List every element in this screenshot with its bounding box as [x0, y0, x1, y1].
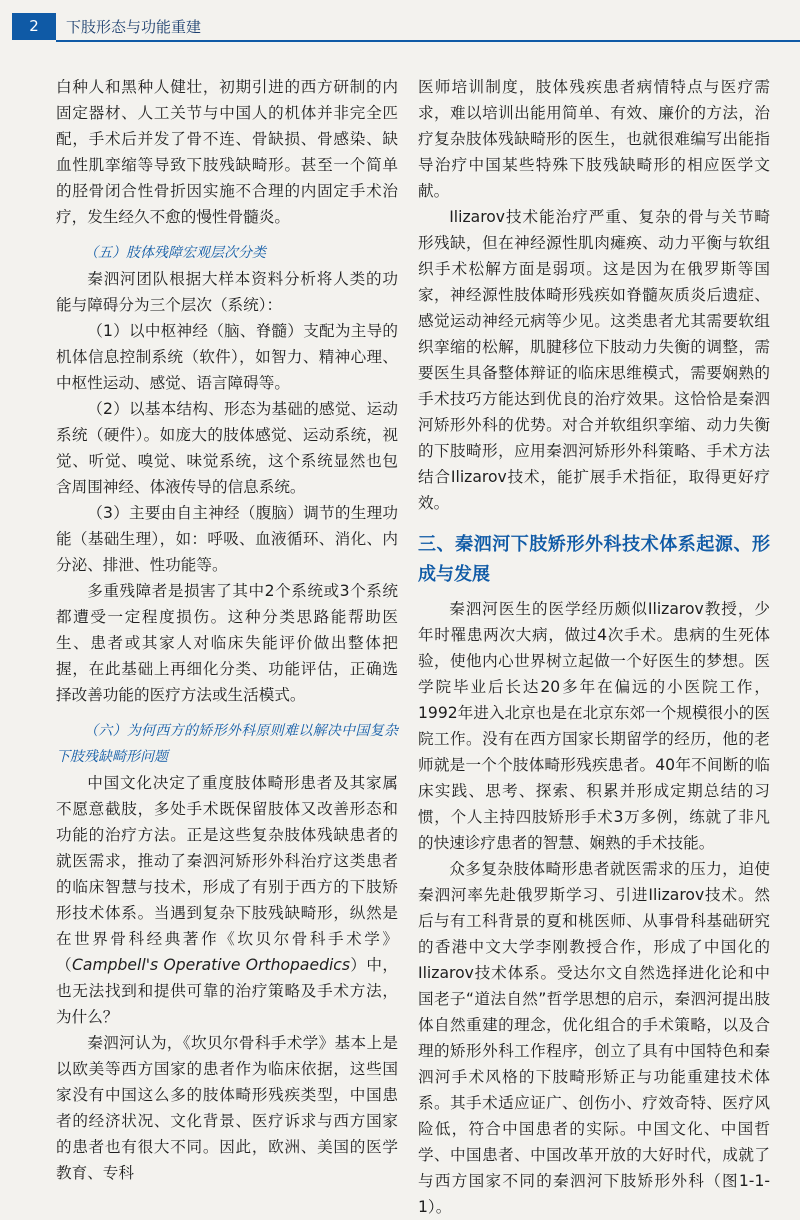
- left-column: [56, 74, 398, 1186]
- paragraph-5-1: 秦泗河团队根据大样本资料分析将人类的功能与障碍分为三个层次（系统）：: [56, 270, 398, 314]
- paragraph-6-1-tail: ）中，也无法找到和提供可靠的治疗策略及手术方法，为什么？: [56, 956, 398, 1026]
- paragraph-5-4: （3）主要由自主神经（腹脑）调节的生理功能（基础生理），如：呼吸、血液循环、消化、内分泌、排泄、性功能等。: [56, 504, 398, 574]
- subheading-6: （六）为何西方的矫形外科原则难以解决中国复杂下肢残缺畸形问题: [56, 723, 398, 765]
- paragraph-intro: 白种人和黑种人健壮，初期引进的西方研制的内固定器材、人工关节与中国人的机体并非完全匹配，手术后并发了骨不连、骨缺损、骨感染、缺血性肌挛缩等导致下肢残缺畸形。甚至一个简单的胫骨闭合性骨折因实施不合理的内固定手术治疗，发生经久不愈的慢性骨髓炎。: [56, 78, 398, 226]
- paragraph-6-1-text: 中国文化决定了重度肢体畸形患者及其家属不愿意截肢，多处手术既保留肢体又改善形态和功能的治疗方法。正是这些复杂肢体残缺患者的就医需求，推动了秦泗河矫形外科治疗这类患者的临床智慧与技术，形成了有别于西方的下肢矫形技术体系。当遇到复杂下肢残缺畸形，纵然是在世界骨科经典著作《坎贝尔骨科手术学》（: [56, 774, 398, 974]
- page-header: [0, 0, 800, 46]
- header-rule: [56, 40, 800, 42]
- paragraph-5-2: （1）以中枢神经（脑、脊髓）支配为主导的机体信息控制系统（软件），如智力、精神心理、中枢性运动、感觉、语言障碍等。: [56, 322, 398, 392]
- subheading-5: （五）肢体残障宏观层次分类: [84, 245, 266, 261]
- page-number: 2: [12, 13, 56, 40]
- paragraph-section-2: 众多复杂肢体畸形患者就医需求的压力，迫使秦泗河率先赴俄罗斯学习、引进Ilizarov技术。然后与有工科背景的夏和桃医师、从事骨科基础研究的香港中文大学李刚教授合作，形成了中国化的Ilizarov技术体系。受达尔文自然选择进化论和中国老子“道法自然”哲学思想的启示，秦泗河提出肢体自然重建的理念，优化组合的手术策略，以及合理的矫形外科工作程序，创立了具有中国特色和秦泗河手术风格的下肢畸形矫正与功能重建技术体系。其手术适应证广、创伤小、疗效奇特、医疗风险低，符合中国患者的实际。中国文化、中国哲学、中国患者、中国改革开放的大好时代，成就了与西方国家不同的秦泗河下肢矫形外科（图1-1-1）。: [418, 860, 770, 1216]
- paragraph-5-3: （2）以基本结构、形态为基础的感觉、运动系统（硬件）。如庞大的肢体感觉、运动系统，视觉、听觉、嗅觉、味觉系统，这个系统显然也包含周围神经、体液传导的信息系统。: [56, 400, 398, 496]
- section-heading: 三、秦泗河下肢矫形外科技术体系起源、形成与发展: [418, 534, 770, 585]
- paragraph-ilizarov: Ilizarov技术能治疗严重、复杂的骨与关节畸形残缺，但在神经源性肌肉瘫痪、动力平衡与软组织手术松解方面是弱项。这是因为在俄罗斯等国家，神经源性肢体畸形残疾如脊髓灰质炎后遗症、感觉运动神经元病等少见。这类患者尤其需要软组织挛缩的松解，肌腱移位下肢动力失衡的调整，需要医生具备整体辩证的临床思维模式，需要娴熟的手术技巧方能达到优良的治疗效果。这恰恰是秦泗河矫形外科的优势。对合并软组织挛缩、动力失衡的下肢畸形，应用秦泗河矫形外科策略、手术方法结合Ilizarov技术，能扩展手术指征，取得更好疗效。: [418, 208, 770, 512]
- book-title-latin: Campbell's Operative Orthopaedics: [72, 956, 351, 974]
- paragraph-5-5: 多重残障者是损害了其中2个系统或3个系统都遭受一定程度损伤。这种分类思路能帮助医生、患者或其家人对临床失能评价做出整体把握，在此基础上再细化分类、功能评估，正确选择改善功能的医疗方法或生活模式。: [56, 582, 398, 704]
- paragraph-6-1: [56, 770, 398, 1030]
- running-title: 下肢形态与功能重建: [66, 18, 202, 36]
- right-column: [418, 74, 770, 1220]
- paragraph-6-2: 秦泗河认为，《坎贝尔骨科手术学》基本上是以欧美等西方国家的患者作为临床依据，这些国家没有中国这么多的肢体畸形残疾类型，中国患者的经济状况、文化背景、医疗诉求与西方国家的患者也有很大不同。因此，欧洲、美国的医学教育、专科: [56, 1034, 398, 1182]
- paragraph-section-1: 秦泗河医生的医学经历颇似Ilizarov教授，少年时罹患两次大病，做过4次手术。患病的生死体验，使他内心世界树立起做一个好医生的梦想。医学院毕业后长达20多年在偏远的小医院工作，1992年进入北京也是在北京东郊一个规模很小的医院工作。没有在西方国家长期留学的经历，他的老师就是一个个肢体畸形残疾患者。40年不间断的临床实践、思考、探索、积累并形成定期总结的习惯，个人主持四肢矫形手术3万多例，练就了非凡的快速诊疗患者的智慧、娴熟的手术技能。: [418, 600, 770, 852]
- paragraph-continued: 医师培训制度，肢体残疾患者病情特点与医疗需求，难以培训出能用简单、有效、廉价的方法，治疗复杂肢体残缺畸形的医生，也就很难编写出能指导治疗中国某些特殊下肢残缺畸形的相应医学文献。: [418, 78, 770, 200]
